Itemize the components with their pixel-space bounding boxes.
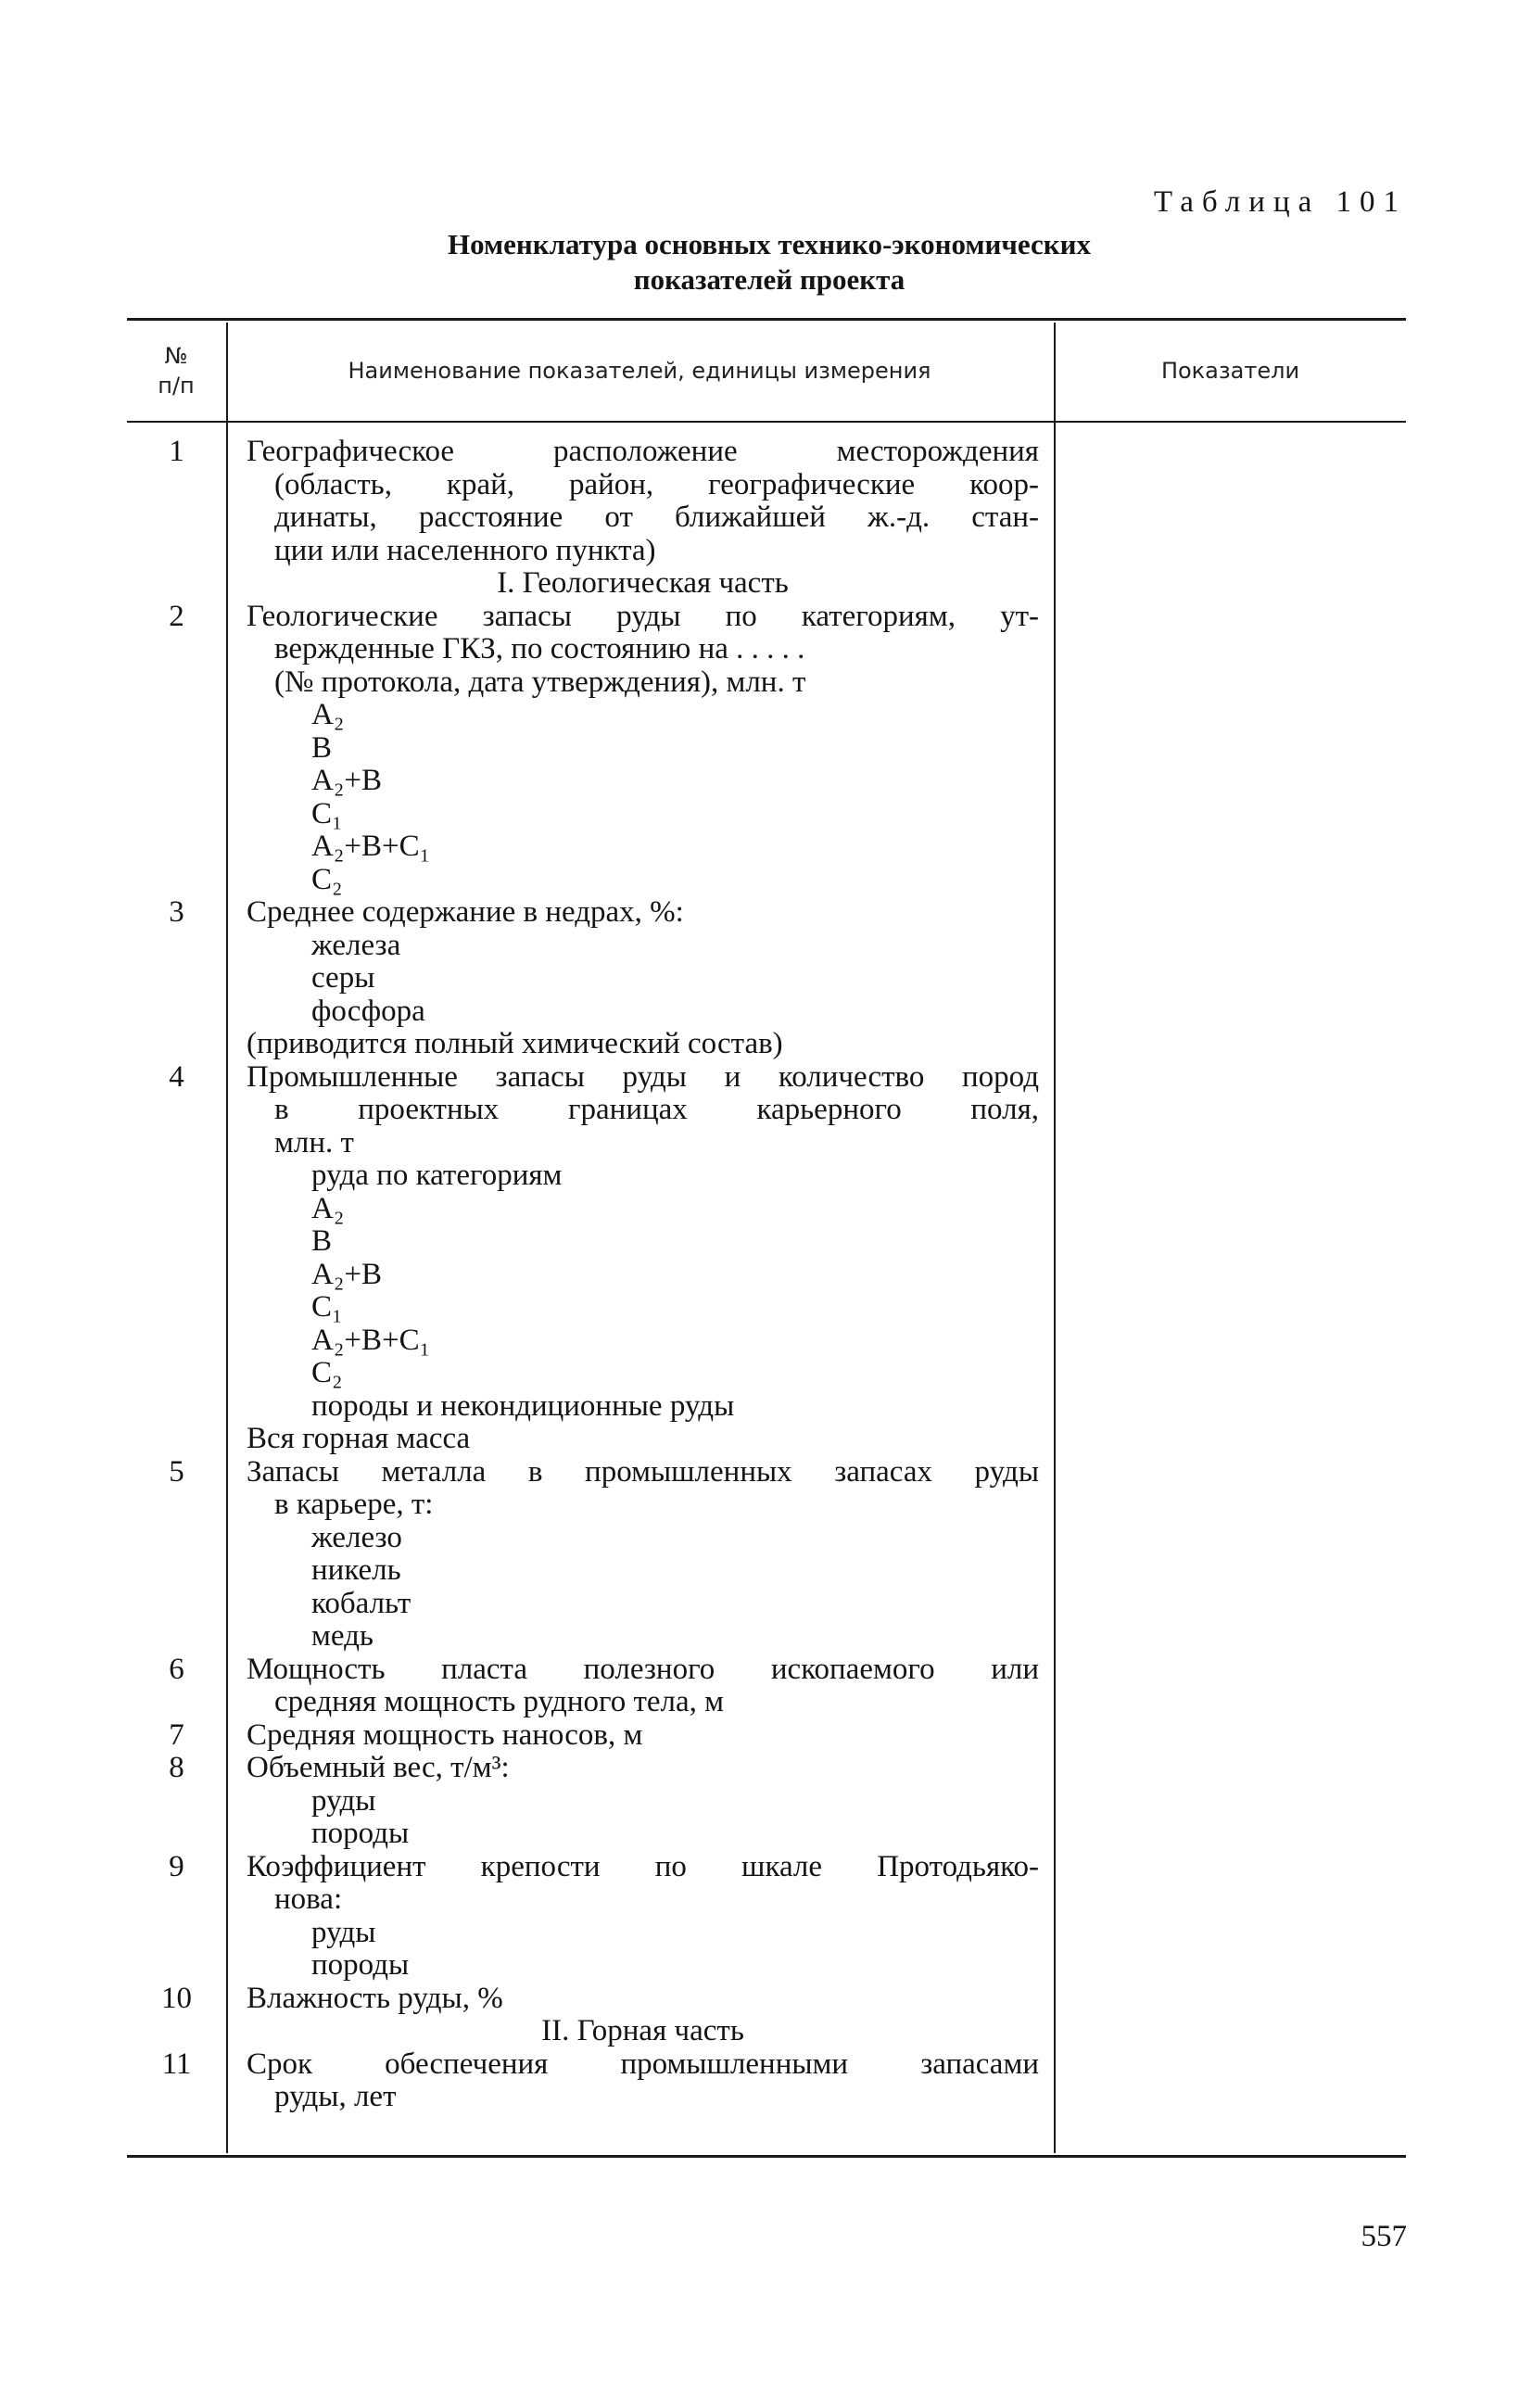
row-text-line: породы	[311, 1948, 410, 1982]
section-heading: I. Геологическая часть	[497, 566, 789, 600]
row-text	[226, 1456, 1039, 1654]
row-text-line: C₂	[311, 1356, 343, 1389]
table-row	[127, 1456, 1054, 1654]
row-text-line: нова:	[274, 1882, 343, 1916]
row-number: 7	[169, 1717, 184, 1752]
row-text	[226, 1719, 1039, 1753]
row-text	[226, 896, 1039, 1061]
row-text-line: B	[311, 1224, 333, 1258]
row-number	[127, 567, 226, 601]
table-top-rule	[127, 318, 1406, 321]
row-text-line: железо	[311, 1520, 402, 1554]
row-text-line: руды, лет	[274, 2080, 397, 2113]
row-number: 4	[169, 1059, 184, 1094]
row-number: 3	[169, 895, 184, 929]
row-text-line: Влажность руды, %	[247, 1981, 503, 2015]
page-number: 557	[1361, 2220, 1407, 2253]
row-text-line: в проектных границах карьерного поля,	[274, 1093, 1039, 1126]
row-text-line: A₂	[311, 1191, 345, 1225]
row-text-line: B	[311, 730, 333, 765]
row-text-line: Геологические запасы руды по категориям, ут-	[247, 599, 1039, 633]
row-text-line: Среднее содержание в недрах, %:	[247, 895, 684, 929]
row-text-line: в карьере, т:	[274, 1488, 434, 1521]
row-text	[226, 601, 1039, 897]
row-text-line: Географическое расположение месторождения	[247, 435, 1039, 468]
row-text-line: Запасы металла в промышленных запасах руды	[247, 1454, 1039, 1489]
row-text-line: Срок обеспечения промышленными запасами	[247, 2047, 1039, 2081]
row-text-line: A₂+B	[311, 764, 382, 797]
table-row	[127, 601, 1054, 897]
row-text-line: кобальт	[311, 1586, 411, 1620]
header-number-abbrev: п/п	[158, 373, 195, 399]
row-text-line: C₁	[311, 796, 343, 830]
table-row	[127, 1851, 1054, 1983]
row-text	[226, 2048, 1039, 2114]
row-text-line: Коэффициент крепости по шкале Протодьяко-	[247, 1849, 1039, 1883]
row-text-line: породы	[311, 1817, 410, 1850]
header-number-symbol: №	[164, 343, 188, 369]
row-text-line: никель	[311, 1553, 401, 1587]
table-bottom-rule	[127, 2155, 1406, 2158]
row-text-line: Промышленные запасы руды и количество пород	[247, 1059, 1039, 1094]
row-text-line: A₂+B+C₁	[311, 830, 431, 863]
row-text-line: Мощность пласта полезного ископаемого или	[247, 1652, 1039, 1686]
table-caption	[250, 227, 1288, 298]
row-text-line: руды	[311, 1783, 376, 1818]
row-number: 10	[161, 1981, 192, 2015]
row-number: 11	[161, 2047, 192, 2081]
row-text-line: медь	[311, 1619, 374, 1653]
row-text	[226, 1654, 1039, 1719]
row-text-line: (приводится полный химический состав)	[247, 1027, 783, 1060]
row-number: 9	[169, 1849, 184, 1883]
caption-line-1: Номенклатура основных технико-экономических	[448, 228, 1091, 260]
row-text-line: серы	[311, 961, 375, 995]
header-indicator-name: Наименование показателей, единицы измерения	[348, 358, 931, 384]
table-row	[127, 1654, 1054, 1719]
row-number: 1	[169, 435, 184, 468]
row-text-line: руды	[311, 1915, 376, 1949]
row-number: 6	[169, 1652, 184, 1686]
section-heading-row	[127, 567, 1054, 601]
column-divider-2	[1054, 323, 1056, 2153]
table-row	[127, 896, 1054, 1061]
row-text-line: C₂	[311, 862, 343, 896]
section-heading: II. Горная часть	[541, 2014, 744, 2047]
row-text-line: железа	[311, 928, 401, 962]
table-row	[127, 1752, 1054, 1851]
row-text-line: (№ протокола, дата утверждения), млн. т	[274, 665, 806, 699]
table-row	[127, 1061, 1054, 1456]
section-heading-row	[127, 2015, 1054, 2048]
row-text-line: фосфора	[311, 994, 425, 1028]
row-text-line: руда по категориям	[311, 1159, 563, 1192]
row-text-line: A₂	[311, 698, 345, 731]
table-body	[127, 436, 1054, 2114]
row-text-line: вержденные ГКЗ, по состоянию на . . . . .	[274, 632, 805, 665]
row-text-line: ции или населенного пункта)	[274, 533, 656, 567]
row-number: 8	[169, 1751, 184, 1784]
row-number: 5	[169, 1454, 184, 1489]
row-number	[127, 2015, 226, 2048]
row-text	[226, 1983, 1039, 2016]
row-text-line: A₂+B	[311, 1257, 382, 1291]
row-text-line: Средняя мощность наносов, м	[247, 1717, 643, 1752]
header-indicator-values: Показатели	[1160, 358, 1300, 384]
row-text-line: млн. т	[274, 1125, 354, 1160]
row-text-line: Вся горная масса	[247, 1422, 471, 1455]
row-text-line: породы и некондиционные руды	[311, 1388, 735, 1423]
row-text-line: динаты, расстояние от ближайшей ж.-д. стан-	[274, 501, 1039, 534]
row-text-line: (область, край, район, географические коор-	[274, 467, 1039, 501]
row-text	[226, 436, 1039, 567]
table-row	[127, 1719, 1054, 1753]
table-label: Таблица 101	[1153, 185, 1407, 219]
row-text	[226, 1851, 1039, 1983]
table-row	[127, 1983, 1054, 2016]
row-text-line: средняя мощность рудного тела, м	[274, 1685, 725, 1718]
row-text	[226, 1752, 1039, 1851]
table-row	[127, 436, 1054, 567]
row-text-line: C₁	[311, 1290, 343, 1324]
table-header-rule	[127, 421, 1406, 423]
row-number: 2	[169, 599, 184, 633]
table-row	[127, 2048, 1054, 2114]
header-number	[130, 341, 222, 400]
row-text-line: A₂+B+C₁	[311, 1323, 431, 1357]
row-text	[226, 1061, 1039, 1456]
row-text-line: Объемный вес, т/м³:	[247, 1751, 510, 1784]
caption-line-2: показателей проекта	[633, 263, 905, 296]
